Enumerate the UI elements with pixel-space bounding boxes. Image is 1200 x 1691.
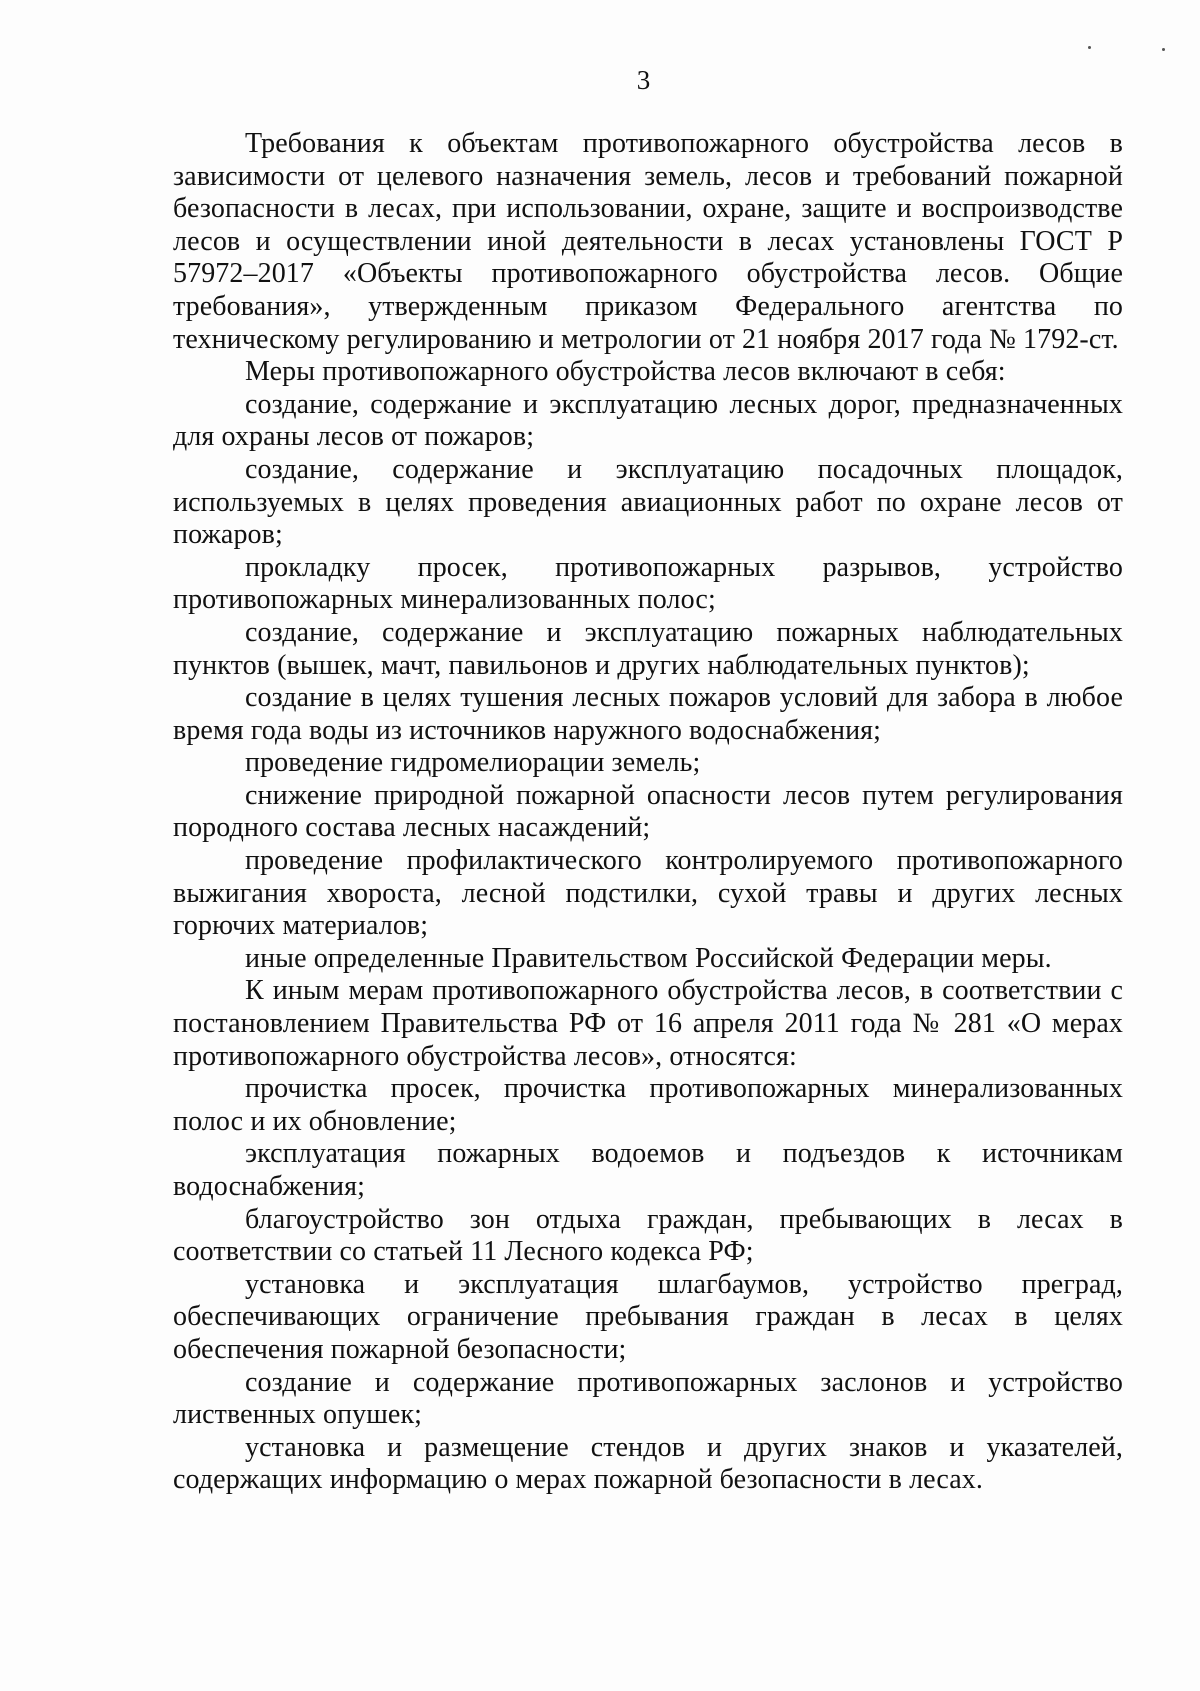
list-item-fire-ponds: эксплуатация пожарных водоемов и подъездов к источникам водоснабжения; [173, 1138, 1123, 1202]
list-item-other-measures: иные определенные Правительством Российской Федерации меры. [245, 942, 1052, 974]
list-item-controlled-burning: проведение профилактического контролируемого противопожарного выжигания хвороста, лесной подстилки, сухой травы и других лесных горючих материалов; [173, 845, 1123, 942]
paragraph-measures-intro: Меры противопожарного обустройства лесов включают в себя: [245, 356, 1006, 388]
list-item-landing-sites: создание, содержание и эксплуатацию посадочных площадок, используемых в целях проведения авиационных работ по охране лесов от пожаров; [173, 453, 1123, 551]
list-item-forest-roads: создание, содержание и эксплуатацию лесных дорог, предназначенных для охраны лесов от пожаров; [173, 388, 1123, 453]
list-item-clearings: прокладку просек, противопожарных разрывов, устройство противопожарных минерализованных полос; [173, 551, 1123, 616]
paragraph-gost-requirements: Требования к объектам противопожарного обустройства лесов в зависимости от целевого назначения земель, лесов и требований пожарной безопасности в лесах, при использовании, охране, защите и воспроизводстве лесов и осуществлении иной деятельности в лесах установлены ГОСТ Р 57972–2017 «Объекты противопожарного обустройства лесов. Общие требования», утвержденным приказом Федерального агентства по техническому регулированию и метрологии от 21 ноября 2017 года № 1792-ст. [173, 128, 1123, 355]
list-item-info-stands: установка и размещение стендов и других знаков и указателей, содержащих информацию о мерах пожарной безопасности в лесах. [173, 1431, 1123, 1496]
list-item-fire-breaks: создание и содержание противопожарных заслонов и устройство лиственных опушек; [173, 1366, 1123, 1431]
list-item-observation-points: создание, содержание и эксплуатацию пожарных наблюдательных пунктов (вышек, мачт, павильонов и других наблюдательных пунктов); [173, 616, 1123, 681]
list-item-hydromelioration: проведение гидромелиорации земель; [245, 747, 701, 779]
list-item-barriers: установка и эксплуатация шлагбаумов, устройство преград, обеспечивающих ограничение пребывания граждан в лесах в целях обеспечения пожарной безопасности; [173, 1268, 1123, 1365]
document-body [173, 128, 1123, 1497]
scan-specks [1088, 44, 1168, 52]
list-item-fire-danger-reduction: снижение природной пожарной опасности лесов путем регулирования породного состава лесных насаждений; [173, 779, 1123, 844]
list-item-water-supply: создание в целях тушения лесных пожаров условий для забора в любое время года воды из источников наружного водоснабжения; [173, 682, 1123, 746]
paragraph-other-measures-intro: К иным мерам противопожарного обустройства лесов, в соответствии с постановлением Правительства РФ от 16 апреля 2011 года № 281 «О мерах противопожарного обустройства лесов», относятся: [173, 975, 1123, 1072]
list-item-recreation-zones: благоустройство зон отдыха граждан, пребывающих в лесах в соответствии со статьей 11 Лесного кодекса РФ; [173, 1203, 1123, 1268]
list-item-clearing-maintenance: прочистка просек, прочистка противопожарных минерализованных полос и их обновление; [173, 1073, 1123, 1137]
page-number: 3 [636, 65, 651, 95]
